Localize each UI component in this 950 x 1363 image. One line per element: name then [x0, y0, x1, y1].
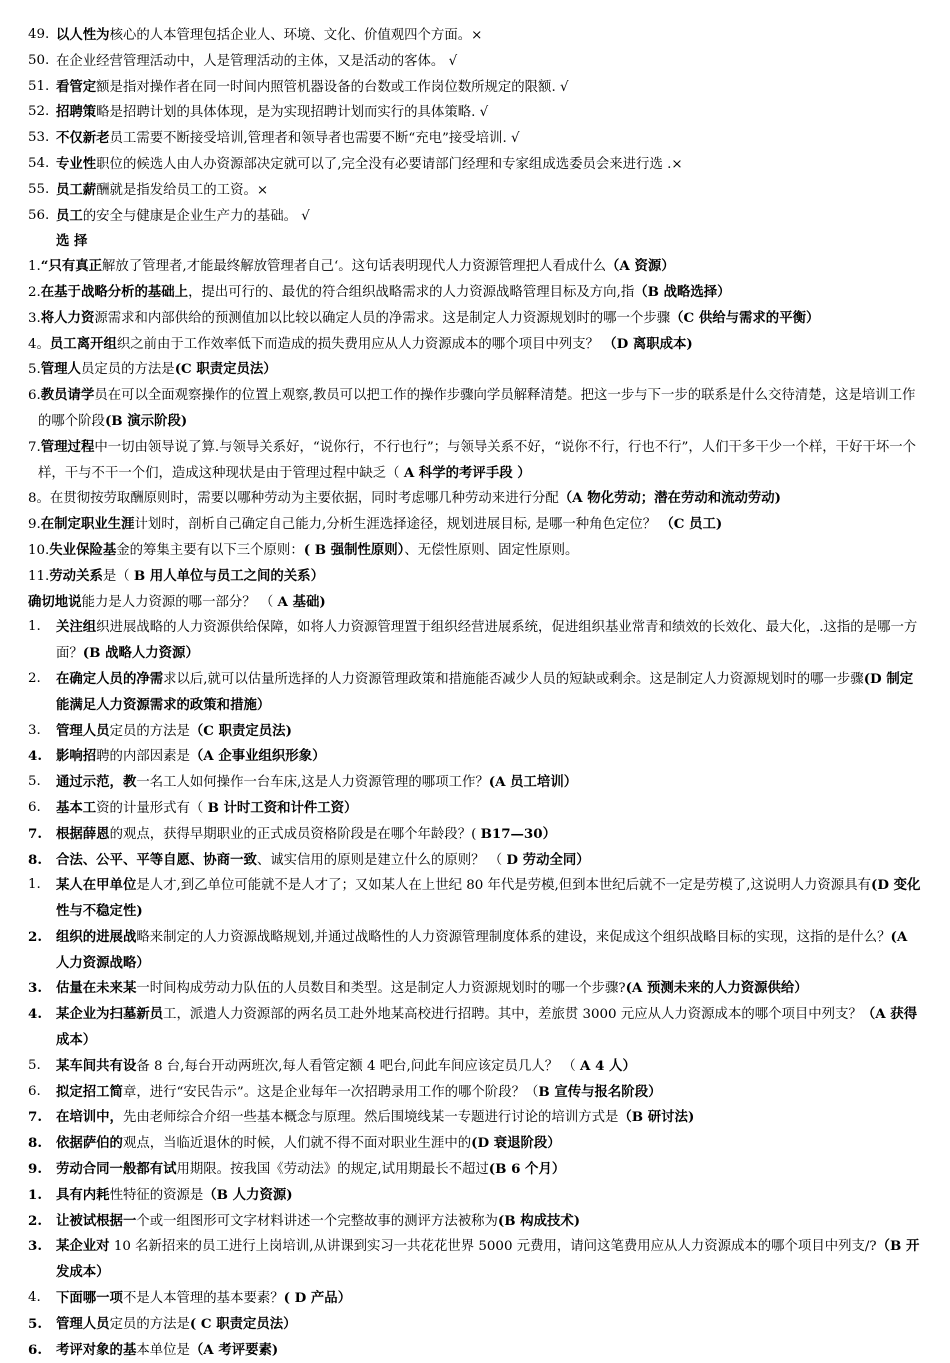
question-text: 性特征的资源是 [109, 1187, 204, 1203]
question-lead: 管理过程 [40, 438, 95, 455]
question-answer: (C 职责定员法） [174, 361, 277, 378]
question-number: 11. [28, 568, 50, 584]
question-lead: 某车间共有设 [56, 1057, 137, 1074]
question-text: 、诚实信用的原则是建立什么的原则？ （ [256, 852, 507, 868]
question-item [0, 1157, 950, 1183]
question-number: 4. [28, 748, 42, 765]
question-text: 先由老师综合介绍一些基本概念与原理。然后围境线某一专题进行讨论的培训方式是 [122, 1110, 619, 1126]
question-lead: “只有真正 [40, 258, 103, 275]
question-lead: 劳动合同一般都有试 [56, 1161, 177, 1178]
question-lead: 拟定招工简 [56, 1083, 123, 1100]
question-item [0, 49, 950, 75]
question-answer: ( B 强制性原则） [303, 541, 405, 558]
question-answer: (B 战略人力资源） [82, 645, 199, 662]
question-text: 在贯彻按劳取酬原则时，需要以哪种劳动为主要依据，同时考虑哪几种劳动来进行分配 [49, 491, 559, 507]
question-item [0, 1286, 950, 1312]
question-answer: B17—30） [480, 825, 556, 842]
question-number: 5. [28, 1057, 41, 1073]
section-title-choice: 选 择 [56, 233, 88, 250]
question-answer: D 劳动全同） [506, 851, 590, 868]
choice-list-d [0, 1183, 950, 1363]
question-number: 54. [28, 155, 50, 171]
question-text: 员在可以全面观察操作的位置上观察,教员可以把工作的操作步骤向学员解释清楚。把这一步与下一步的联系是什么交待清楚，这是培训工作的哪个阶段 [38, 388, 916, 429]
question-item [0, 1054, 950, 1080]
question-text: 观点，当临近退休的时候，人们就不得不面对职业生涯中的 [122, 1136, 472, 1152]
question-item [0, 719, 950, 745]
question-text: 个或一组图形可文字材料讲述一个完整故事的测评方法被称为 [136, 1213, 498, 1229]
question-answer: B 计时工资和计件工资） [207, 799, 358, 816]
question-text: 酬就是指发给员工的工资。× [96, 182, 269, 198]
question-text: ，提出可行的、最优的符合组织战略需求的人力资源战略管理目标及方向,指 [188, 284, 635, 300]
question-item [0, 383, 950, 435]
question-number: 51. [28, 78, 50, 94]
question-text: 不是人本管理的基本要素？ [122, 1291, 284, 1307]
question-lead: 让被试根据一 [56, 1212, 137, 1229]
question-number: 2. [28, 1212, 42, 1229]
question-item [0, 126, 950, 152]
question-text: 一名工人如何操作一台车床,这是人力资源管理的哪项工作？ [136, 775, 489, 791]
question-item [0, 100, 950, 126]
question-item [0, 332, 950, 358]
judgement-list [0, 23, 950, 229]
question-number: 6. [28, 799, 41, 815]
question-answer: （C 职责定员法) [189, 722, 292, 739]
question-number: 10. [28, 542, 50, 558]
question-lead: 员工薪 [56, 181, 97, 198]
question-number: 3. [28, 1238, 42, 1255]
question-lead: 组织的进展战 [56, 928, 137, 945]
question-item [0, 667, 950, 719]
question-number: 5. [28, 362, 41, 378]
question-text: 员定员的方法是 [80, 362, 175, 378]
question-item [0, 435, 950, 487]
choice-list-b [0, 615, 950, 873]
question-text: 聘的内部因素是 [96, 749, 190, 765]
question-number: 3. [28, 310, 41, 326]
loose-question [0, 590, 950, 616]
question-item [0, 1338, 950, 1363]
question-answer: (B 6 个月） [488, 1161, 566, 1178]
question-answer: ( D 产品） [283, 1290, 352, 1307]
question-lead: 管理人员 [56, 1315, 110, 1332]
question-lead: 考评对象的基 [56, 1341, 137, 1358]
question-lead: 管理人 [40, 361, 81, 378]
question-item [0, 23, 950, 49]
question-number: 1. [28, 1186, 42, 1203]
question-text: 能力是人力资源的哪一部分？ （ [81, 594, 278, 610]
question-text: 一时间构成劳动力队伍的人员数目和类型。这是制定人力资源规划时的哪一个步骤? [136, 981, 626, 997]
question-text-tail: 、无偿性原则、固定性原则。 [404, 542, 579, 558]
question-lead: 基本工 [56, 799, 97, 816]
question-lead: 在确定人员的净需 [56, 670, 164, 687]
question-item [0, 357, 950, 383]
question-lead: 员工离开组 [49, 335, 117, 352]
question-item [0, 1002, 950, 1054]
question-number: 9. [28, 517, 41, 533]
question-text: 略是招聘计划的具体体现，是为实现招聘计划而实行的具体策略. √ [96, 105, 489, 121]
question-answer: （A 企事业组织形象） [189, 748, 326, 765]
question-lead: 不仅新老 [56, 130, 110, 147]
question-lead: 招聘策 [56, 104, 97, 121]
question-answer: （B 研讨法) [618, 1109, 695, 1126]
question-lead: 影响招 [56, 748, 97, 765]
question-text: 是（ [102, 568, 134, 584]
question-number: 3. [28, 722, 41, 738]
question-answer: （B 开发成本） [56, 1238, 920, 1281]
question-item [0, 796, 950, 822]
question-lead: 看管定 [56, 78, 97, 95]
question-answer: (A 预测未来的人力资源供给） [625, 980, 808, 997]
question-item [0, 306, 950, 332]
question-text: 在企业经营管理活动中，人是管理活动的主体，又是活动的客体。 √ [56, 53, 458, 69]
question-answer: （D 离职成本) [603, 335, 693, 352]
question-number: 6. [28, 1341, 42, 1358]
question-number: 2. [28, 928, 42, 945]
question-text: 解放了管理者,才能最终解放管理者自己‘。这句话表明现代人力资源管理把人看成什么 [102, 259, 607, 275]
question-text: 10 名新招来的员工进行上岗培训,从讲课到实习一共花花世界 5000 元费用，请问这笔费用应从人力资源成本的哪个项目中列支/? [109, 1239, 877, 1255]
question-number: 2. [28, 284, 41, 300]
question-lead: 具有内耗 [56, 1186, 110, 1203]
question-answer: B 宣传与报名阶段） [538, 1083, 662, 1100]
question-text: 本单位是 [136, 1342, 190, 1358]
question-item [0, 770, 950, 796]
question-answer: ( C 职责定员法） [189, 1315, 297, 1332]
question-text: 员工需要不断接受培训,管理者和领导者也需要不断“充电”接受培训. √ [109, 131, 520, 147]
question-lead: 劳动关系 [49, 567, 103, 584]
question-item [0, 204, 950, 230]
question-text: 金的筹集主要有以下三个原则： [116, 542, 304, 558]
question-lead: 下面哪一项 [56, 1290, 123, 1307]
question-text: 定员的方法是 [109, 723, 190, 739]
question-item [0, 1131, 950, 1157]
question-number: 1. [28, 877, 41, 893]
question-lead: 估量在未来某 [56, 980, 137, 997]
question-answer: （B 战略选择） [634, 283, 731, 300]
question-lead: 关注组 [56, 619, 97, 636]
question-answer: A 基础) [277, 593, 326, 610]
question-lead: 将人力资 [40, 309, 95, 326]
question-lead: 员工 [56, 207, 83, 224]
question-answer: （A 物化劳动；潜在劳动和流动劳动) [558, 490, 782, 507]
question-answer: B 用人单位与员工之间的关系） [133, 567, 324, 584]
question-lead: 在培训中， [56, 1109, 123, 1126]
question-number: 4。 [28, 336, 50, 352]
question-text: 织之前由于工作效率低下而造成的损失费用应从人力资源成本的哪个项目中列支？ [116, 336, 604, 352]
question-number: 52. [28, 104, 50, 120]
question-answer: (B 演示阶段) [104, 412, 188, 429]
question-answer: （C 员工) [660, 516, 723, 533]
question-text: 工，派遣人力资源部的两名员工赴外地某高校进行招聘。其中，差旅贯 3000 元应从人力资源成本的哪个项目中列支？ [163, 1007, 862, 1023]
question-number: 1. [28, 259, 41, 275]
question-answer: (A 员工培训） [488, 774, 578, 791]
question-text: 核心的人本管理包括企业人、环境、文化、价值观四个方面。× [109, 28, 483, 43]
question-number: 9. [28, 1161, 42, 1178]
question-answer: A 科学的考评手段 ） [403, 464, 531, 481]
question-lead: 合法、公平、平等自愿、协商一致 [56, 851, 257, 868]
question-item [0, 976, 950, 1002]
question-lead: 确切地说 [28, 593, 82, 610]
question-number: 50. [28, 52, 50, 68]
question-number: 8。 [28, 491, 50, 507]
question-answer: （A 考评要素) [189, 1341, 279, 1358]
question-text: 是人才,到乙单位可能就不是人才了；又如某人在上世纪 80 年代是劳模,但到本世纪后就不一定是劳模了,这说明人力资源具有 [136, 878, 871, 894]
question-item [0, 152, 950, 178]
question-text: 额是指对操作者在同一时间内照管机器设备的台数或工作岗位数所规定的限额. √ [96, 79, 569, 95]
question-answer: （C 供给与需求的平衡） [670, 309, 820, 326]
question-text: 备 8 台,每台开动两班次,每人看管定额 4 吧台,问此车间应该定员几人？ （ [136, 1058, 581, 1074]
question-item [0, 538, 950, 564]
question-text: 用期限。按我国《劳动法》的规定,试用期最长不超过 [176, 1162, 489, 1178]
question-lead: 某企业对 [56, 1238, 110, 1255]
question-number: 2. [28, 670, 41, 686]
question-answer: （A 获得成本） [56, 1006, 918, 1049]
question-answer: A 4 人） [580, 1057, 636, 1074]
question-item [0, 925, 950, 977]
question-text: 织进展战略的人力资源供给保障，如将人力资源管理置于组织经营进展系统，促进组织基业常青和绩效的长效化、最大化，.这指的是哪一方面？ [56, 620, 918, 662]
question-number: 7. [28, 825, 42, 842]
question-number: 4. [28, 1006, 42, 1023]
question-text: 的安全与健康是企业生产力的基础。 √ [82, 208, 310, 224]
question-lead: 以人性为 [56, 27, 110, 43]
question-item [0, 1080, 950, 1106]
question-lead: 专业性 [56, 155, 97, 172]
question-number: 6. [28, 388, 41, 404]
question-item [0, 564, 950, 590]
question-lead: 教员请学 [40, 387, 95, 404]
question-item [0, 848, 950, 874]
question-number: 53. [28, 130, 50, 146]
question-answer: (D 变化性与不稳定性) [56, 877, 921, 920]
question-text: 章，进行“安民告示”。这是企业每年一次招聘录用工作的哪个阶段？（ [122, 1084, 539, 1100]
question-answer: （B 人力资源) [203, 1186, 293, 1203]
question-item [0, 280, 950, 306]
question-lead: 在基于战略分析的基础上 [40, 283, 189, 300]
question-item [0, 486, 950, 512]
question-number: 5. [28, 1315, 42, 1332]
question-number: 8. [28, 851, 42, 868]
question-text: 略来制定的人力资源战略规划,并通过战略性的人力资源管理制度体系的建设，来促成这个组织战略目标的实现，这指的是什么？ [136, 929, 891, 945]
question-answer: (A 人力资源战略） [56, 928, 908, 971]
question-answer: (D 制定能满足人力资源需求的政策和措施） [56, 670, 914, 713]
question-item [0, 1105, 950, 1131]
question-item [0, 75, 950, 101]
question-item [0, 254, 950, 280]
question-lead: 在制定职业生涯 [40, 516, 135, 533]
choice-list-a [0, 254, 950, 589]
question-text: 计划时，剖析自己确定自己能力,分析生涯选择途径，规划进展目标, 是哪一种角色定位？ [134, 517, 661, 533]
question-text: 的观点，获得早期职业的正式成员资格阶段是在哪个年龄段？( [109, 826, 481, 842]
question-number: 4. [28, 1290, 41, 1306]
question-lead: 通过示范，教 [56, 774, 137, 791]
question-text: 资的计量形式有（ [96, 800, 208, 816]
question-lead: 管理人员 [56, 722, 110, 739]
question-answer: （A 资源） [606, 258, 675, 275]
question-number: 55. [28, 181, 50, 197]
question-text: 求以后,就可以估量所选择的人力资源管理政策和措施能否减少人员的短缺或剩余。这是制定人力资源规划时的哪一步骤 [163, 671, 864, 687]
question-number: 1. [28, 619, 41, 635]
question-number: 6. [28, 1083, 41, 1099]
question-lead: 根据薛恩 [56, 825, 110, 842]
question-lead: 某企业为扫墓新员 [56, 1006, 164, 1023]
question-text: 源需求和内部供给的预测值加以比较以确定人员的净需求。这是制定人力资源规划时的哪一个步骤 [94, 310, 671, 326]
question-number: 7. [28, 439, 41, 455]
question-lead: 某人在甲单位 [56, 877, 137, 894]
question-answer: (D 衰退阶段） [471, 1135, 561, 1152]
question-item [0, 512, 950, 538]
question-text: 中一切由领导说了算.与领导关系好，“说你行，不行也行”；与领导关系不好，“说你不行，行也不行”，人们干多干少一个样，干好干坏一个样，干与不干一个们，造成这种现状是由于管理过程中缺乏（ [38, 439, 917, 481]
question-number: 3. [28, 980, 42, 997]
question-text: 职位的候选人由人办资源部决定就可以了,完全没有必要请部门经理和专家组成选委员会来进行选 .× [96, 156, 683, 172]
question-item [0, 178, 950, 204]
question-item [0, 873, 950, 925]
question-text: 定员的方法是 [109, 1316, 190, 1332]
question-lead: 依据萨伯的 [56, 1135, 123, 1152]
question-number: 7. [28, 1109, 42, 1126]
question-item [0, 744, 950, 770]
question-number: 5. [28, 774, 41, 790]
question-number: 8. [28, 1135, 42, 1152]
choice-list-c [0, 873, 950, 1183]
question-item [0, 1234, 950, 1286]
question-item [0, 1183, 950, 1209]
question-number: 49. [28, 27, 50, 42]
question-item [0, 1312, 950, 1338]
question-item [0, 1209, 950, 1235]
question-number: 56. [28, 207, 50, 223]
question-item [0, 822, 950, 848]
question-answer: (B 构成技术) [497, 1212, 581, 1229]
question-lead: 失业保险基 [49, 541, 117, 558]
question-item [0, 615, 950, 667]
